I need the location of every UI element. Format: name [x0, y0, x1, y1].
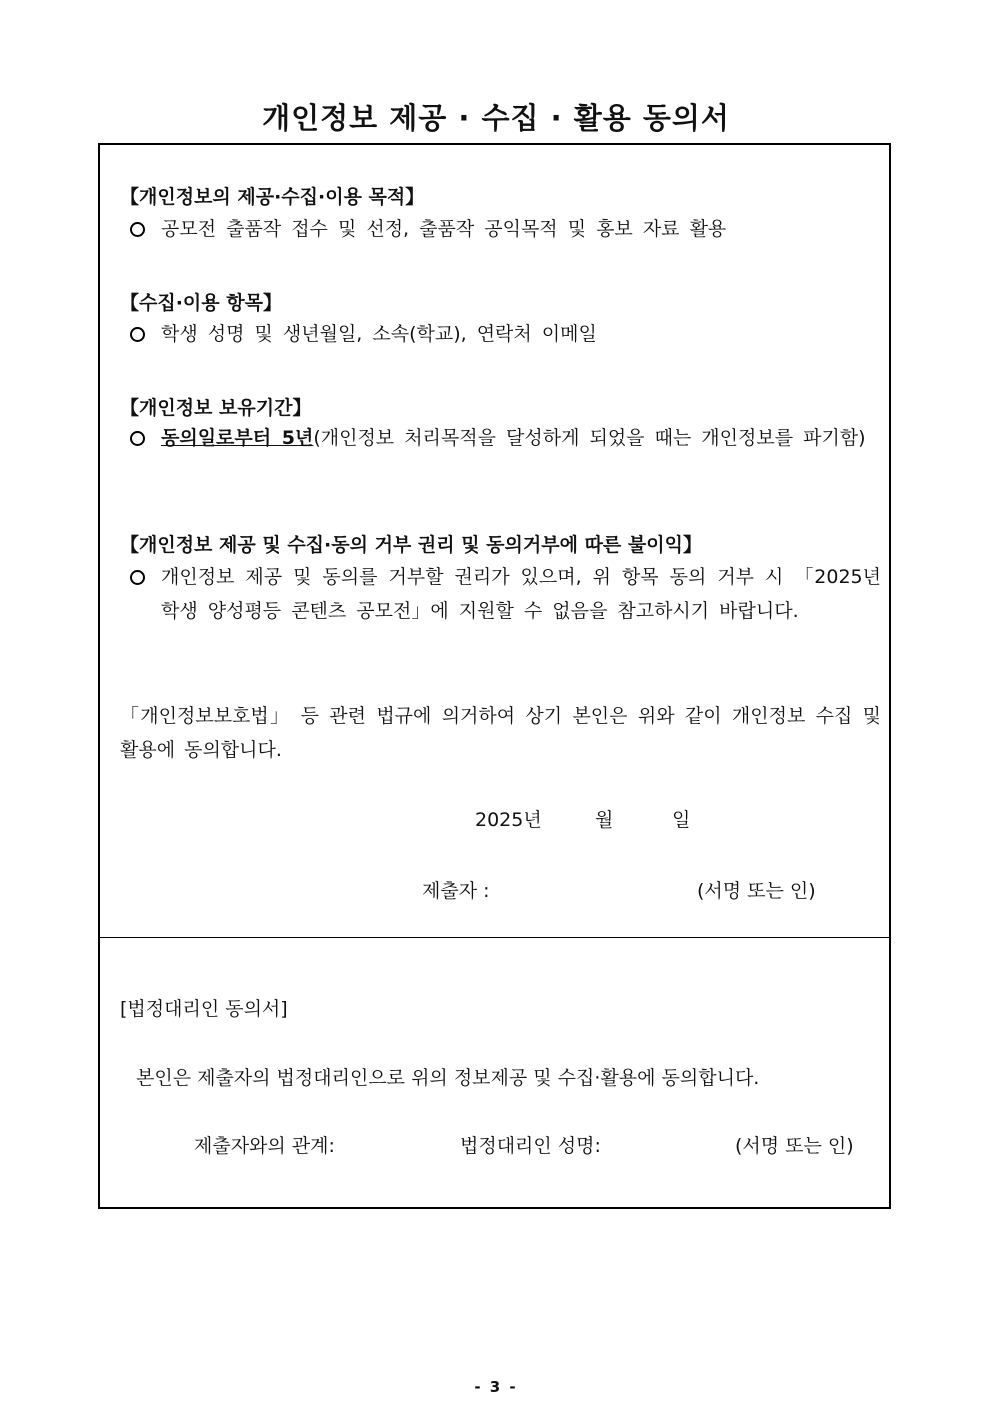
section-item-purpose [130, 212, 881, 246]
date-day: 일 [672, 809, 691, 831]
refusal-text: 개인정보 제공 및 동의를 거부할 권리가 있으며, 위 항목 동의 거부 시 「2025년 학생 양성평등 콘텐츠 공모전」에 지원할 수 없음을 참고하시기 바랍니다. [161, 566, 881, 622]
guardian-name-label: 법정대리인 성명: [460, 1135, 601, 1157]
section-heading-items: 【수집·이용 항목】 [120, 292, 282, 314]
consent-form-box [98, 143, 891, 1209]
guardian-statement: 본인은 제출자의 법정대리인으로 위의 정보제공 및 수집·활용에 동의합니다. [136, 1067, 760, 1089]
submitter-label: 제출자 : [422, 880, 490, 902]
purpose-text: 공모전 출품작 접수 및 선정, 출품작 공익목적 및 홍보 자료 활용 [161, 218, 727, 240]
consent-statement: 「개인정보보호법」 등 관련 법규에 의거하여 상기 본인은 위와 같이 개인정보 수집 및 활용에 동의합니다. [120, 705, 881, 761]
section-divider [100, 937, 889, 938]
section-heading-retention: 【개인정보 보유기간】 [120, 397, 312, 419]
circle-bullet-icon [130, 421, 156, 457]
section-item-refusal [130, 560, 881, 628]
document-title: 개인정보 제공 · 수집 · 활용 동의서 [262, 101, 730, 135]
page-number: - 3 - [474, 1378, 518, 1396]
section-heading-refusal: 【개인정보 제공 및 수집·동의 거부 권리 및 동의거부에 따른 불이익】 [120, 534, 702, 556]
date-month: 월 [595, 809, 614, 831]
retention-note: (개인정보 처리목적을 달성하게 되었을 때는 개인정보를 파기함) [313, 427, 866, 449]
retention-text [161, 421, 881, 455]
section-item-items [130, 317, 881, 351]
guardian-sign: (서명 또는 인) [735, 1135, 854, 1157]
section-item-retention [130, 421, 881, 455]
guardian-relation-label: 제출자와의 관계: [194, 1135, 335, 1157]
date-year: 2025년 [475, 809, 542, 831]
guardian-heading: [법정대리인 동의서] [120, 998, 288, 1020]
submitter-sign: (서명 또는 인) [697, 880, 816, 902]
retention-period: 동의일로부터 5년 [161, 427, 314, 449]
circle-bullet-icon [130, 317, 156, 353]
section-heading-purpose: 【개인정보의 제공·수집·이용 목적】 [120, 186, 425, 208]
items-text: 학생 성명 및 생년월일, 소속(학교), 연락처 이메일 [161, 323, 597, 345]
circle-bullet-icon [130, 560, 156, 596]
circle-bullet-icon [130, 212, 156, 248]
